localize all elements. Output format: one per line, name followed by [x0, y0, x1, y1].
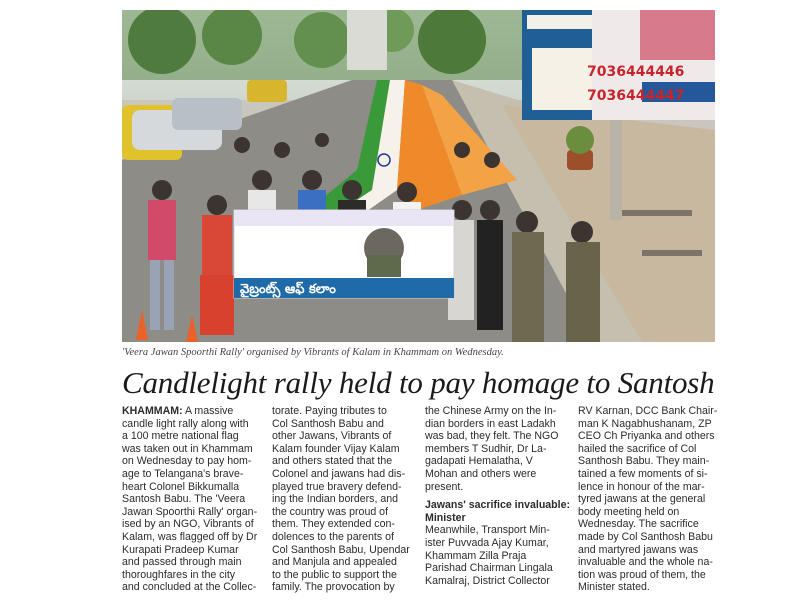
- column-1-line: Jawan Spoorthi Rally' organ-: [122, 505, 258, 518]
- column-2-line: Colonel and jawans had dis-: [272, 467, 406, 480]
- column-3-line: was bad, they felt. The NGO: [425, 430, 559, 443]
- column-1-line: age to Telangana's brave-: [122, 467, 244, 480]
- column-1-line: a 100 metre national flag: [122, 430, 239, 443]
- article-subhead: Jawans' sacrifice invaluable: Minister: [425, 499, 571, 524]
- column-2-line: and Manjula and appealed: [272, 556, 397, 569]
- article-column-4: [578, 405, 728, 594]
- column-1-line: and concluded at the Collec-: [122, 581, 257, 594]
- article-column-1: [122, 405, 272, 594]
- column-4-line: tion was proud of them, the: [578, 568, 706, 581]
- column-4-line: tyred jawans at the general: [578, 493, 706, 506]
- column-1-line: and passed through main: [122, 556, 242, 569]
- column-3-line: members T Sudhir, Dr La-: [425, 442, 547, 455]
- column-4-line: tained a few moments of si-: [578, 467, 708, 480]
- column-3-line: the Chinese Army on the In-: [425, 405, 557, 417]
- column-3-line: Khammam Zilla Praja: [425, 549, 527, 562]
- dateline: KHAMMAM:: [122, 405, 183, 417]
- column-2-line: them. They extended con-: [272, 518, 395, 531]
- news-photo: [122, 10, 715, 342]
- column-3-line: dian borders in east Ladakh: [425, 417, 556, 430]
- column-2-line: ing the Indian borders, and: [272, 493, 399, 506]
- column-1-line: on Wednesday to pay hom-: [122, 455, 252, 468]
- column-4-line: CEO Ch Priyanka and others: [578, 430, 715, 443]
- column-1-line: ised by an NGO, Vibrants of: [122, 518, 254, 531]
- column-3-line: gadapati Hemalatha, V: [425, 455, 533, 468]
- column-4-line: made by Col Santhosh Babu: [578, 530, 713, 543]
- column-1-line: thoroughfares in the city: [122, 568, 236, 581]
- column-2-line: torate. Paying tributes to: [272, 405, 387, 417]
- column-1-line-text: A massive: [184, 405, 234, 417]
- column-2-line: Col Santhosh Babu and: [272, 417, 384, 430]
- column-4-line: invaluable and the whole na-: [578, 556, 713, 569]
- column-3-line: Mohan and others were: [425, 467, 537, 480]
- shop-phone-1: 7036444446: [587, 64, 685, 80]
- column-2-line: family. The provocation by: [272, 581, 395, 594]
- column-4-line: man K Nagabhushanam, ZP: [578, 417, 712, 430]
- shop-phone-2: 7036444447: [587, 88, 685, 104]
- column-4-line: body meeting held on: [578, 505, 680, 518]
- column-4-line: hailed the sacrifice of Col: [578, 442, 697, 455]
- column-1-line: Kalam, was flagged off by Dr: [122, 530, 258, 543]
- column-4-line: and martyred jawans was: [578, 543, 699, 556]
- column-2-line: other Jawans, Vibrants of: [272, 430, 392, 443]
- rally-photo-illustration: [122, 10, 715, 342]
- column-4-line: RV Karnan, DCC Bank Chair-: [578, 405, 718, 417]
- column-3-line: ister Puvvada Ajay Kumar,: [425, 536, 549, 549]
- column-2-line: the country was proud of: [272, 505, 389, 518]
- banner-slogan: వైబ్రంట్స్ ఆఫ్ కలాం: [240, 282, 336, 297]
- column-4-line: lence in honour of the mar-: [578, 480, 705, 493]
- column-3-line: Parishad Chairman Lingala: [425, 562, 553, 575]
- column-2-line: and others stated that the: [272, 455, 393, 468]
- column-4-line: Wednesday. The sacrifice: [578, 518, 699, 531]
- column-1-line: candle light rally along with: [122, 417, 249, 430]
- column-3-line: present.: [425, 480, 464, 493]
- column-2-line: played true bravery defend-: [272, 480, 402, 493]
- photo-caption: 'Veera Jawan Spoorthi Rally' organised by Vibrants of Kalam in Khammam on Wednesday.: [122, 347, 504, 358]
- column-2-line: Col Santhosh Babu, Upendar: [272, 543, 410, 556]
- column-1-line: Santosh Babu. The 'Veera: [122, 493, 246, 506]
- column-4-line: Santhosh Babu. They main-: [578, 455, 710, 468]
- column-3-line: Meanwhile, Transport Min-: [425, 524, 550, 537]
- article-column-3: [425, 405, 575, 587]
- column-1-line: [122, 405, 272, 418]
- column-4-line: Minister stated.: [578, 581, 650, 594]
- column-1-line: was taken out in Khammam: [122, 442, 253, 455]
- column-1-line: Kurapati Pradeep Kumar: [122, 543, 239, 556]
- column-2-line: Kalam founder Vijay Kalam: [272, 442, 400, 455]
- article-headline: Candlelight rally held to pay homage to Santosh: [122, 365, 715, 400]
- column-2-line: dolences to the parents of: [272, 530, 394, 543]
- column-2-line: to the public to support the: [272, 568, 397, 581]
- column-3-line: Kamalraj, District Collector: [425, 574, 550, 587]
- article-column-2: [272, 405, 422, 594]
- column-1-line: heart Colonel Bikkumalla: [122, 480, 240, 493]
